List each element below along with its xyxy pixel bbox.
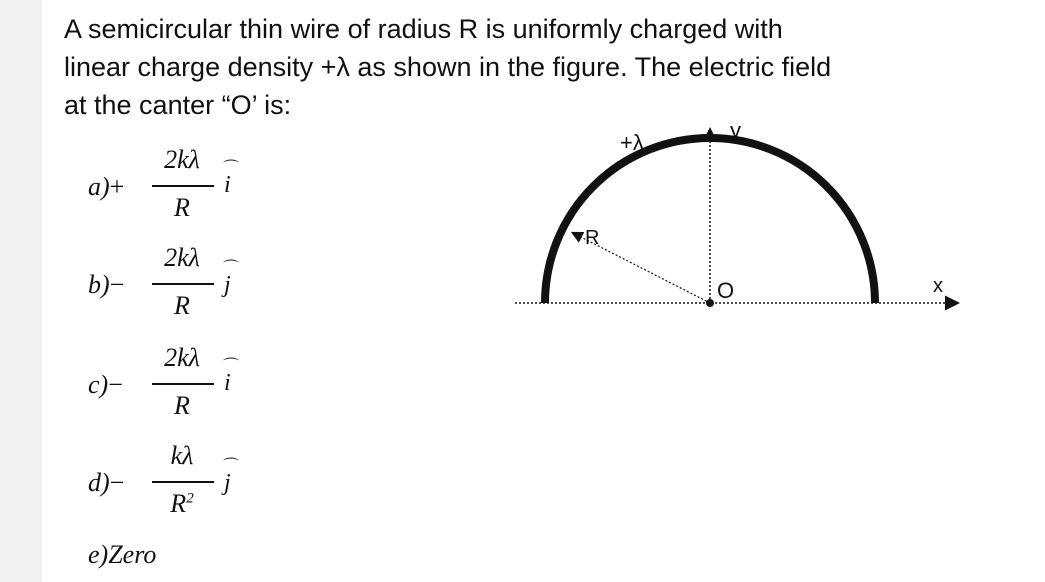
option-a-numerator: 2kλ bbox=[164, 145, 200, 174]
unit-vector-hat: ⌒ bbox=[223, 358, 240, 375]
option-a-label: a)+ bbox=[88, 172, 125, 201]
semicircle-figure bbox=[505, 110, 975, 330]
option-b-denominator: R bbox=[174, 291, 190, 320]
unit-vector-hat: ⌒ bbox=[223, 458, 240, 475]
option-c-denominator: R bbox=[174, 391, 190, 420]
x-axis-label: x bbox=[933, 275, 943, 297]
origin-point bbox=[706, 299, 714, 307]
radius-label: R bbox=[585, 227, 600, 249]
charge-label: +λ bbox=[620, 130, 644, 155]
fraction-bar bbox=[152, 185, 214, 187]
option-d-label: d)− bbox=[88, 468, 125, 497]
option-b-numerator: 2kλ bbox=[164, 243, 200, 272]
option-b-unit-vector: j bbox=[224, 272, 231, 298]
option-c-unit-vector: i bbox=[224, 370, 231, 396]
option-a-denominator: R bbox=[174, 193, 190, 222]
option-e-label: e)Zero bbox=[88, 540, 157, 569]
question-line-2: linear charge density +λ as shown in the figure. The electric field bbox=[64, 52, 832, 82]
option-a-unit-vector: i bbox=[224, 172, 231, 198]
option-d-numerator: kλ bbox=[170, 441, 194, 470]
question-text bbox=[64, 10, 964, 124]
y-axis-label: y bbox=[730, 118, 741, 143]
fraction-bar bbox=[152, 383, 214, 385]
unit-vector-hat: ⌒ bbox=[223, 160, 240, 177]
question-line-3: at the canter “O’ is: bbox=[64, 90, 292, 120]
origin-label: O bbox=[717, 278, 735, 303]
fraction-bar bbox=[152, 283, 214, 285]
option-b-label: b)− bbox=[88, 270, 125, 299]
option-c-label: c)− bbox=[88, 370, 123, 399]
option-d-unit-vector: j bbox=[224, 470, 231, 496]
option-c-numerator: 2kλ bbox=[164, 343, 200, 372]
option-d-denominator: $R^2$ bbox=[170, 489, 194, 518]
fraction-bar bbox=[152, 481, 214, 483]
question-line-1: A semicircular thin wire of radius R is uniformly charged with bbox=[64, 14, 783, 44]
unit-vector-hat: ⌒ bbox=[223, 260, 240, 277]
